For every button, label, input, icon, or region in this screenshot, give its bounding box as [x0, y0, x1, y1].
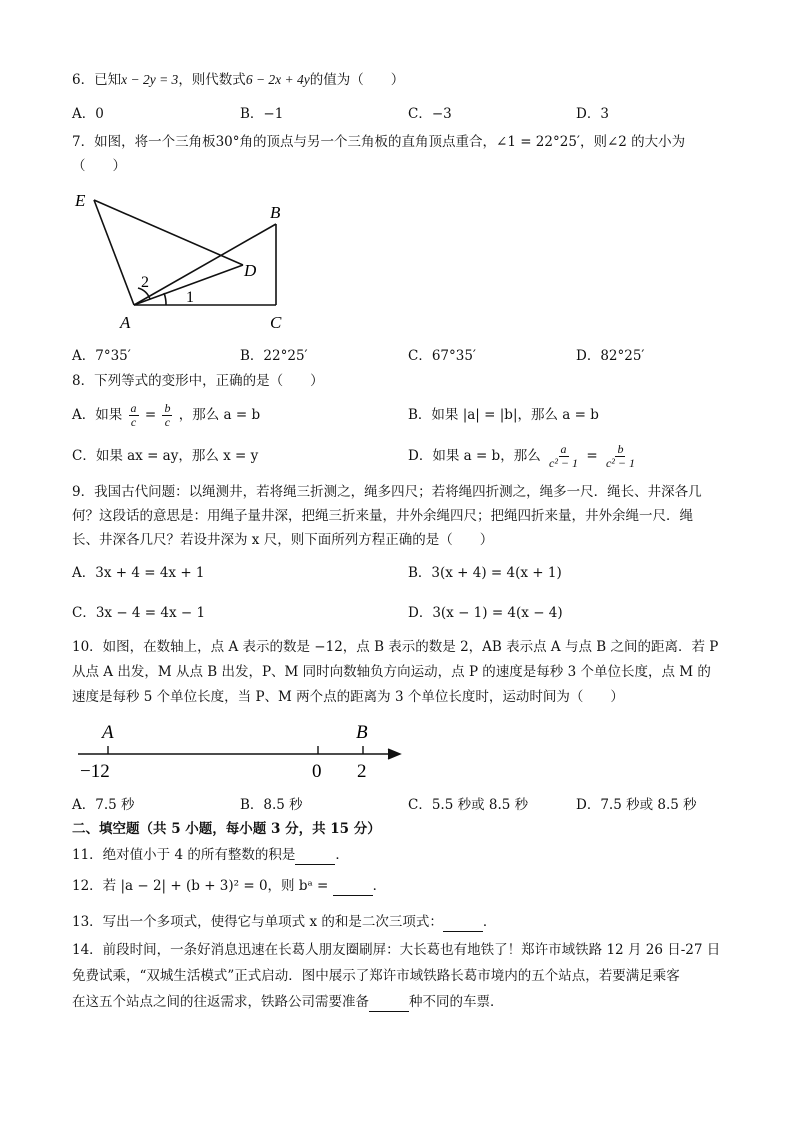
q8-stem: 8．下列等式的变形中，正确的是（ ） [72, 373, 324, 389]
angle-1-arc [164, 293, 166, 305]
q10-number-line [70, 716, 410, 782]
q9-stem-line3: 长、井深各几尺？若设井深为 x 尺，则下面所列方程正确的是（ ） [72, 532, 494, 548]
q9-option-a[interactable]: A．3x + 4 = 4x + 1 [72, 565, 205, 581]
label-angle-1: 1 [186, 289, 194, 306]
q8-option-d[interactable]: D．如果 a = b，那么 $\frac{a}{\text{c² − 1}}$ = $\frac{b}{\text{c² − 1}}$ [408, 442, 635, 470]
q10-option-c[interactable]: C．5.5 秒或 8.5 秒 [408, 797, 529, 813]
q9-option-b[interactable]: B．3(x + 4) = 4(x + 1) [408, 565, 562, 581]
label-angle-2: 2 [141, 274, 149, 291]
tick-label-neg12: −12 [80, 761, 110, 782]
q10-stem-line1: 10．如图，在数轴上，点 A 表示的数是 −12，点 B 表示的数是 2，AB 表示点 A 与点 B 之间的距离．若 P [72, 639, 719, 655]
q9-option-d[interactable]: D．3(x − 1) = 4(x − 4) [408, 605, 563, 621]
q10-option-a[interactable]: A．7.5 秒 [72, 797, 135, 813]
point-label-a: A [102, 722, 114, 743]
q13-stem: 13．写出一个多项式，使得它与单项式 x 的和是二次三项式： ． [72, 914, 497, 930]
label-c: C [270, 313, 282, 332]
q7-option-c[interactable]: C．67°35′ [408, 348, 477, 364]
q9-stem-line1: 9．我国古代问题：以绳测井，若将绳三折测之，绳多四尺；若将绳四折测之，绳多一尺．绳长、井深各几 [72, 484, 702, 500]
tick-label-0: 0 [312, 761, 322, 782]
fraction: $\frac{b}{\text{c² − 1}}$ [605, 442, 635, 470]
q10-stem-line2: 从点 A 出发，M 从点 B 出发，P、M 同时向数轴负方向运动，点 P 的速度是每秒 3 个单位长度，点 M 的 [72, 664, 711, 680]
answer-blank[interactable] [369, 997, 409, 1012]
label-a: A [120, 313, 131, 332]
q11-stem: 11．绝对值小于 4 的所有整数的积是 ． [72, 847, 349, 863]
q6-option-a[interactable]: A．0 [72, 106, 104, 122]
q7-stem-line2: （ ） [72, 158, 126, 174]
label-e: E [75, 191, 86, 210]
q8-option-c[interactable]: C．如果 ax = ay，那么 x = y [72, 448, 259, 464]
q8-option-a[interactable]: A．如果 $\frac{a}{c}$ = $\frac{b}{c}$ ，那么 a = b [72, 401, 261, 429]
answer-blank[interactable] [333, 881, 373, 896]
q12-stem: 12．若 |a − 2| + (b + 3)² = 0，则 bᵃ = ． [72, 878, 387, 894]
q6-stem: 6．已知x − 2y = 3，则代数式6 − 2x + 4y的值为（ ） [72, 72, 405, 88]
fraction: $\frac{a}{\text{c² − 1}}$ [549, 442, 579, 470]
q7-stem-line1: 7．如图，将一个三角板30°角的顶点与另一个三角板的直角顶点重合，∠1 = 22°25′，则∠2 的大小为 [72, 134, 686, 150]
answer-blank[interactable] [443, 917, 483, 932]
q8-option-b[interactable]: B．如果 |a| = |b|，那么 a = b [408, 407, 599, 423]
q6-option-b[interactable]: B．−1 [240, 106, 284, 122]
q7-option-d[interactable]: D．82°25′ [576, 348, 645, 364]
q7-option-b[interactable]: B．22°25′ [240, 348, 308, 364]
tick-label-2: 2 [357, 761, 367, 782]
q14-stem-line3: 在这五个站点之间的往返需求，铁路公司需要准备 种不同的车票． [72, 994, 504, 1010]
q6-option-c[interactable]: C．−3 [408, 106, 452, 122]
label-b: B [270, 203, 281, 222]
fraction: $\frac{a}{c}$ [130, 401, 137, 429]
point-label-b: B [356, 722, 368, 743]
q7-figure [70, 186, 300, 336]
q10-option-b[interactable]: B．8.5 秒 [240, 797, 303, 813]
fraction: $\frac{b}{c}$ [164, 401, 171, 429]
q7-option-a[interactable]: A．7°35′ [72, 348, 131, 364]
q9-stem-line2: 何？这段话的意思是：用绳子量井深，把绳三折来量，井外余绳四尺；把绳四折来量，井外余绳一尺．绳 [72, 508, 693, 524]
q14-stem-line2: 免费试乘，“双城生活模式”正式启动．图中展示了郑许市域铁路长葛市境内的五个站点，若要满足乘客 [72, 968, 680, 984]
q9-option-c[interactable]: C．3x − 4 = 4x − 1 [72, 605, 206, 621]
answer-blank[interactable] [295, 850, 335, 865]
q6-option-d[interactable]: D．3 [576, 106, 609, 122]
q14-stem-line1: 14．前段时间，一条好消息迅速在长葛人朋友圈刷屏：大长葛也有地铁了！郑许市域铁路 12 月 26 日-27 日 [72, 942, 721, 958]
section-title: 二、填空题（共 5 小题，每小题 3 分，共 15 分） [72, 821, 381, 837]
q10-stem-line3: 速度是每秒 5 个单位长度，当 P、M 两个点的距离为 3 个单位长度时，运动时间为（ ） [72, 689, 624, 705]
segment-ae [94, 200, 134, 305]
label-d: D [244, 261, 257, 280]
axis-arrow-icon [388, 749, 400, 759]
q10-option-d[interactable]: D．7.5 秒或 8.5 秒 [576, 797, 697, 813]
